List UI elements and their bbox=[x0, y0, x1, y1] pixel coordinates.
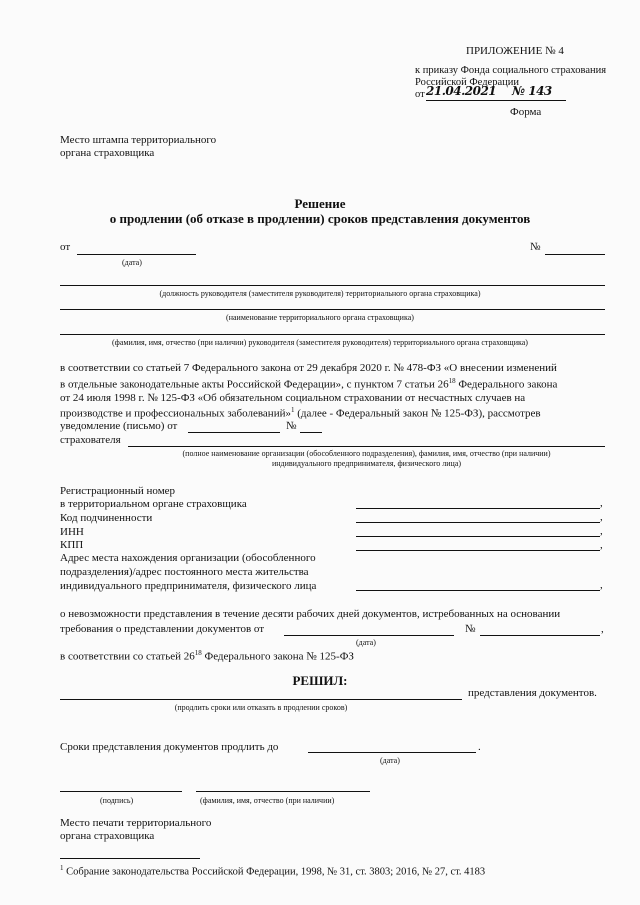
signature-field[interactable] bbox=[60, 791, 182, 792]
signer-fio-caption: (фамилия, имя, отчество (при наличии) bbox=[200, 796, 335, 805]
decision-tail: представления документов. bbox=[468, 687, 597, 699]
organ-name-caption: (наименование территориального органа страховщика) bbox=[226, 313, 414, 322]
head-position-caption: (должность руководителя (заместителя руководителя) территориального органа страховщика) bbox=[159, 289, 481, 298]
decision-date-field[interactable] bbox=[77, 254, 196, 255]
address-label-2: подразделения)/адрес постоянного места жительства bbox=[60, 566, 309, 578]
order-line-2: Российской Федерации bbox=[415, 77, 519, 88]
code-comma: , bbox=[600, 511, 603, 523]
extend-period: . bbox=[478, 741, 481, 753]
decision-field[interactable] bbox=[60, 699, 462, 700]
body-line-4: производстве и профессиональных заболеваний»$^1$ (далее - Федеральный закон № 125-ФЗ), рассмотрев bbox=[60, 406, 541, 420]
address-label-3: индивидуального предпринимателя, физического лица bbox=[60, 580, 317, 592]
order-line-1: к приказу Фонда социального страхования bbox=[415, 65, 607, 76]
handwritten-order-number: № 143 bbox=[512, 84, 552, 98]
insurer-caption-2: индивидуального предпринимателя, физического лица) bbox=[271, 459, 462, 468]
form-label: Форма bbox=[510, 106, 542, 118]
kpp-label: КПП bbox=[60, 539, 84, 551]
decided-heading: РЕШИЛ: bbox=[292, 673, 348, 688]
seal-place-line-1: Место печати территориального bbox=[60, 817, 212, 829]
footnote-separator bbox=[60, 858, 200, 859]
head-fio-field[interactable] bbox=[60, 334, 605, 335]
notice-number-label: № bbox=[286, 420, 297, 432]
footnote: $^1$ Собрание законодательства Российской Федерации, 1998, № 31, ст. 3803; 2016, № 27, ст. 4183 bbox=[60, 864, 486, 878]
reg-number-comma: , bbox=[600, 497, 603, 509]
impossibility-line-3: в соответствии со статьей $26^{18}$ Федерального закона № 125-ФЗ bbox=[60, 649, 354, 663]
body-line-1: в соответствии со статьей 7 Федерального закона от 29 декабря 2020 г. № 478-ФЗ «О внесении изменений bbox=[60, 362, 557, 374]
document-subtitle: о продлении (об отказе в продлении) сроков представления документов bbox=[109, 211, 531, 226]
decision-number-field[interactable] bbox=[545, 254, 605, 255]
requirement-number-label: № bbox=[465, 623, 476, 635]
reg-number-label-2: в территориальном органе страховщика bbox=[60, 498, 247, 510]
code-field[interactable] bbox=[356, 522, 600, 523]
extend-label: Сроки представления документов продлить до bbox=[60, 741, 279, 753]
decision-number-label: № bbox=[530, 241, 541, 253]
requirement-number-field[interactable] bbox=[480, 635, 600, 636]
organ-name-field[interactable] bbox=[60, 309, 605, 310]
address-field[interactable] bbox=[356, 590, 600, 591]
notice-date-field[interactable] bbox=[188, 432, 280, 433]
document-title: Решение bbox=[294, 196, 346, 211]
requirement-date-field[interactable] bbox=[284, 635, 454, 636]
date-from-label: от bbox=[60, 241, 71, 253]
impossibility-line-1: о невозможности представления в течение десяти рабочих дней документов, истребованных на основании bbox=[60, 608, 561, 620]
signature-caption: (подпись) bbox=[100, 796, 134, 805]
head-position-field[interactable] bbox=[60, 285, 605, 286]
order-date-underline bbox=[426, 100, 566, 101]
reg-number-field[interactable] bbox=[356, 508, 600, 509]
address-comma: , bbox=[600, 579, 603, 591]
requirement-from-label: требования о представлении документов от bbox=[60, 623, 265, 635]
stamp-place-line-1: Место штампа территориального bbox=[60, 134, 217, 146]
extend-date-caption: (дата) bbox=[380, 756, 400, 765]
stamp-place-line-2: органа страховщика bbox=[60, 147, 155, 159]
body-line-3: от 24 июля 1998 г. № 125-ФЗ «Об обязательном социальном страховании от несчастных случаев на bbox=[60, 392, 526, 404]
requirement-date-caption: (дата) bbox=[356, 638, 376, 647]
kpp-field[interactable] bbox=[356, 550, 600, 551]
body-line-2: в отдельные законодательные акты Российской Федерации», с пунктом 7 статьи $26^{18}$ Федерального закона bbox=[60, 377, 558, 391]
inn-field[interactable] bbox=[356, 536, 600, 537]
insurer-name-field[interactable] bbox=[128, 446, 605, 447]
head-fio-caption: (фамилия, имя, отчество (при наличии) руководителя (заместителя руководителя) территориального органа страховщика) bbox=[112, 338, 528, 347]
kpp-comma: , bbox=[600, 539, 603, 551]
handwritten-order-date: 21.04.2021 bbox=[426, 84, 497, 98]
appendix-label: ПРИЛОЖЕНИЕ № 4 bbox=[466, 45, 564, 57]
order-from: от bbox=[415, 89, 425, 100]
seal-place-line-2: органа страховщика bbox=[60, 830, 155, 842]
inn-label: ИНН bbox=[60, 526, 84, 538]
reg-number-label-1: Регистрационный номер bbox=[60, 485, 176, 497]
insurer-caption-1: (полное наименование организации (обособленного подразделения), фамилия, имя, отчество (при наличии) bbox=[182, 449, 551, 458]
decision-caption: (продлить сроки или отказать в продлении сроков) bbox=[174, 703, 348, 712]
code-label: Код подчиненности bbox=[60, 512, 153, 524]
date-caption: (дата) bbox=[122, 258, 142, 267]
insurer-label: страхователя bbox=[60, 434, 121, 446]
signer-fio-field[interactable] bbox=[196, 791, 370, 792]
notice-from-label: уведомление (письмо) от bbox=[60, 420, 178, 432]
address-label-1: Адрес места нахождения организации (обособленного bbox=[60, 552, 316, 564]
extend-date-field[interactable] bbox=[308, 752, 476, 753]
notice-number-field[interactable] bbox=[300, 432, 322, 433]
requirement-comma: , bbox=[601, 623, 604, 635]
inn-comma: , bbox=[600, 525, 603, 537]
